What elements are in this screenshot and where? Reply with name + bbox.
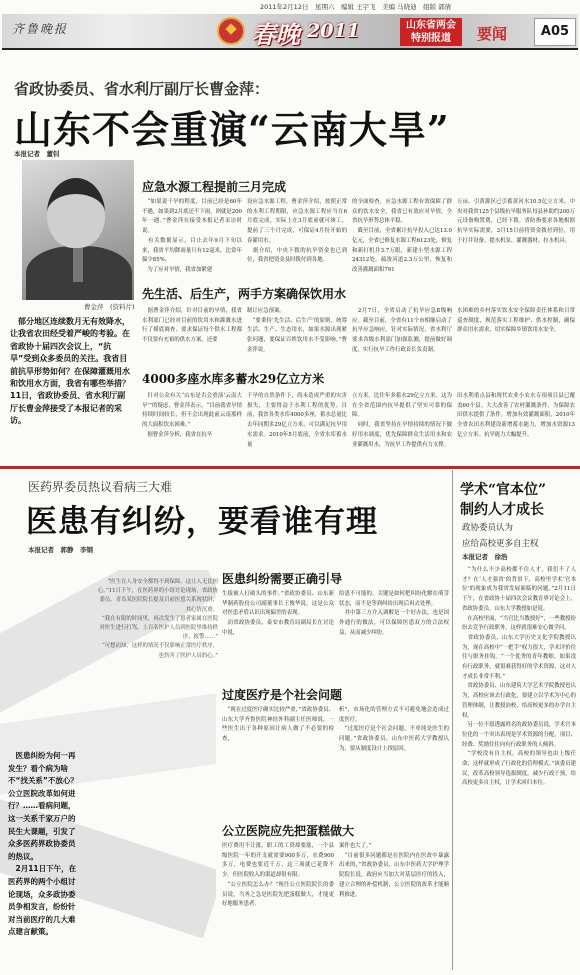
- header-date-line: 2011年2月12日 星期六 编辑 王宇飞 美编 马晓迪 组版 郭倩: [260, 3, 452, 11]
- story2-sub3-col1: 医疗费用不让涨，职工的工资却要涨，一个县级医院一年的开支就需要900多万，水费900多万，电费也要近千万，这三项就已花费不少。但医院收入的渠道却很有限。 “公立医院怎么办？”现任公立医院院长的委员说，当务之急是医院先把蛋糕做大，才能更好地服务患者。: [222, 843, 334, 908]
- story2-subhead-2: 过度医疗是个社会问题: [222, 688, 343, 702]
- story1-sub2-col1: 据曹金萍介绍，针对目前的旱情，我省水利部门已经对目前的饮用水和灌溉水进行了摸底调查，要求保证每个供水工程都不仅要有充裕的供水方案，还要: [142, 308, 242, 344]
- banner-year: 2011: [307, 20, 360, 42]
- special-report-label: 山东省两会 特别报道: [400, 18, 462, 46]
- banner-spring-title: 春晚: [252, 20, 300, 49]
- story1-subhead-3: 4000多座水库多蓄水29亿立方米: [142, 372, 325, 386]
- photo-caption: 曹金萍 (资料片): [84, 303, 135, 311]
- story2-subhead-1: 医患纠纷需要正确引导: [222, 572, 343, 586]
- story2-byline: 本报记者 郭静 李钢: [28, 546, 93, 554]
- side-story-byline: 本报记者 徐浩: [462, 553, 508, 561]
- story1-sub1-col1: “如果说干旱的程度，目前已经是60年不遇，如果到2月底还不下雨，则就是200年一遇。”曹金萍在接受本报记者采访时说。 有关数据显示，目止去年9月下旬以来，我省平均降雨量只有12毫米，比常年偏少85%。 为了应对旱情，我省加紧建: [142, 199, 242, 273]
- story2-intro: 医患纠纷为何一再发生？看个病为啥不“找关系”不放心？公立医院改革如何进行？……看病问题，这一关系千家万户的民生大课题，引发了众多医药界政协委员的热议。 2月11日下午，在医药界的两个小组讨论现场，众多政协委员争相发言，纷纷针对当前医疗的几大难点建言献策。: [8, 751, 78, 937]
- emblem-icon: [217, 17, 245, 45]
- story2-sub2-col1: “现在过度医疗确实比较严重，”省政协委员、山东大学齐鲁医院神经外科副主任医师说，一些医生出于各种原因让病人做了不必要的检查，: [222, 707, 334, 743]
- portrait-photo: [22, 160, 134, 300]
- column-divider: [452, 470, 453, 970]
- side-story-subhead: 政协委员认为 应给高校更多自主权: [462, 523, 539, 549]
- story1-kicker: 省政协委员、省水利厅副厅长曹金萍：: [14, 80, 270, 98]
- story1-sub3-col2: 千旱的自然条件下，尚未造成严重的灾害损失，主要得益于水利工程的优势。目前，我省各类水库4000多座，蓄水总量比去年同期多29亿立方米，可以满足抗旱用水需求。2010年5月底前，全省水库蓄水量: [247, 393, 347, 448]
- story1-sub2-col3: 2月7日，全省启动了抗旱应急Ⅱ级响应。截至目前，全省有11个市相继启动了抗旱应急响应。针对实际情况，省水利厅要求各级水利部门加强监测，提前做好调度，实行抗旱工作行政首长负责制。: [352, 308, 452, 353]
- page-banner: [2, 14, 578, 50]
- story2-kicker: 医药界委员热议看病三大难: [28, 480, 173, 494]
- story2-headline: 医患有纠纷，要看谁有理: [26, 504, 378, 540]
- section-label: 要闻: [477, 25, 508, 43]
- side-story-headline: 学术“官本位” 制约人才成长: [460, 482, 547, 518]
- story1-sub2-col4: 水困难的乡村落实饮水安全保障责任体系和日常巡查制度，规范落实工程维护、供水控制，确保群众用水需求，切实保障乡镇饮用水安全。: [457, 308, 575, 334]
- story2-sub2-col2: 析”，市场化的管理方式不可避免地会造成过度医疗。 “过度医疗是个社会问题，不单纯是医生的问题。”省政协委员、山东中医药大学教授认为，要从制度设计上找原因。: [339, 707, 449, 752]
- story2-sub3-col2: 案件也大了。” “目前很多问题都是在医院内在医改中暴露出来的，”省政协委员、山东中医药大学护理学院院长说，政府应当加大对基层医疗的投入，建立合理的补偿机制，公立医院的改革才能顺利推进。: [339, 843, 449, 898]
- section-divider: [0, 466, 580, 469]
- story1-sub3-col3: 立方米，比往年多蓄水29亿立方米。这为在全省范围内抗旱提供了坚实可靠的保障。 同时，我省坚持在旱情持续的情况下做好用水调度，优先保障群众生活用水和农业灌溉用水，为抗旱工作提供有力支撑。: [352, 393, 452, 448]
- story1-sub1-col4: 万亩，引黄灌区已引蓄黄河水10.5亿立方米。中央对我省125个县级抗旱服务队每县补助约200万元设备购置费，已经下拨。省防指要求各地根据抗旱实际需要，3月15日前将资金拨付到位，用于打井设备、提水机泵、灌溉器材、拉水机具。: [457, 199, 575, 244]
- page-number: A05: [534, 18, 576, 46]
- story1-sub3-col4: 田水利重点县和现代农业小农水专项项目县已覆盖60个县。大大改善了农村灌溉条件，为保障农田供水提供了条件。增加有效灌溉面积，2010年全省农田水利建设新增蓄水能力，增加水资源13亿立方米。抗旱能力大幅提升。: [457, 393, 575, 438]
- story1-sub3-col1: 针对公众有关“山东是否会重演‘云南大旱’”的疑虑，曹金萍表示，“目前我省旱情持续时间较长，但不会出现此前云南那样的大面积饮水困难。” 据曹金萍分析，我省在抗旱: [142, 393, 242, 438]
- story1-subhead-1: 应急水源工程提前三月完成: [142, 180, 287, 194]
- story2-subhead-3: 公立医院应先把蛋糕做大: [222, 824, 355, 838]
- story1-sub1-col2: 设应急水源工程，曹金萍介绍，按照正常的水利工程期限，应急水源工程应当在6月底完成，实际上在3月底前就可竣工，提前了三个月完成，可保证4月份开始的春灌用水。 据介绍，中央下拨的抗旱资金也已到位，我省把资金及时拨付到各地。: [247, 199, 347, 264]
- story1-headline: 山东不会重演“云南大旱”: [14, 107, 450, 152]
- story1-pullquote: 郁分地区连续数月无有效降水，让我省农田经受着严峻的考验。在省政协十届四次会议上，“抗旱”受到众多委员的关注。我省目前抗旱形势如何？在保障灌溉用水和饮用水方面，我省有哪些举措？11日，省政协委员、省水利厅副厅长曹金萍接受了本报记者的采访。: [10, 317, 130, 426]
- story1-subhead-2: 先生活、后生产，两手方案确保饮用水: [142, 287, 347, 301]
- story2-sub1-col1: 生拔被人打破头的事件，”省政协委员、山东新华制药股份公司副董事长王俊华说，这是公众对医患矛盾认识出现偏差的表现。 而省政协委员、泰安市教育局副局长在讨论中说，: [222, 591, 334, 636]
- story2-lead-text: “医生在人身安全都得不到保障，这让人无比担心。”11日下午，在医药界的小组讨论现场，省政协委员、青岛某医院院长提及目前医患关系现状时，其心情沉重。 “我在有限的时间里，再次发生了患者家属在医院对医生进行打骂，上百名医护人员到医院里维持秩序、报警……” “可想而知，这样的情况不仅影响正常医疗秩序，也伤害了医护人员的心。”: [97, 579, 218, 659]
- side-story-body: “为什么不少高校都不住人才，我们不了人才？在‘人才强省’的背景下，高校里学术‘官本位’的现象成为我省发展面临的问题。”2月11日下午，在省政协十届四次会议教育界讨论会上，省政协委员、山东大学教授如是说。 在高校里面，“当官比当教授好”，一些教授纷纷去竞争行政职务，这样就很难安心做学问。 省政协委员、山东大学历史文化学院教授认为，现在高校中“一把手”权力很大，学术评价往往与职务挂钩。“一个优秀的青年教师，如果没有行政职务，就很难获得好的学术资源，这对人才成长非常不利。” 省政协委员、山东建筑大学艺术学院教授也认为，高校应该去行政化，要建立以学术为中心的管理体制，让教授治校，给高校更多的办学自主权。 另一位不愿透露姓名的政协委员说，学术官本位化的一个突出表现是学术资源的分配，项目、经费、奖励往往向有行政职务的人倾斜。 “学校没有自主权，高校的领导也由上级任命，这样就形成了行政化的管理模式。”该委员建议，改革高校领导选拔制度，减少行政干预，给高校更多自主权，让学术回归本位。: [462, 567, 576, 787]
- story1-sub1-col3: 的全面检查，应急水源工程有效保障了群众的饮水安全，我省已有效应对旱情，全省抗旱形势总体平稳。 截至目前，全省累计抗旱投入已达13.0亿元，全省已修复水源工程6123处，修复和新打机井3.7万眼，新建小型水源工程24312处，疏浚河道2.3万公里，恢复和改善灌溉面积791: [352, 199, 452, 273]
- story1-byline: 本报记者 董钊: [14, 150, 60, 158]
- story2-sub1-col2: 给患不可能的。关键是如何把纠纷化解在萌芽状态，而不是等到纠纷出现后再去处理。 其中第三方介入调解是一个好办法，也是国外通行的做法，可以保障医患双方的合法权益，从而减少纠纷。: [339, 591, 449, 636]
- newspaper-logo: 齐鲁晚报: [12, 22, 69, 36]
- story1-sub2-col2: 制订应急预案。 “要秉持‘先生活、后生产’的原则，统筹生活、生产、生态用水，如果水源出现紧张问题，要保证百姓饮用水不受影响。”曹金萍说。: [247, 308, 347, 353]
